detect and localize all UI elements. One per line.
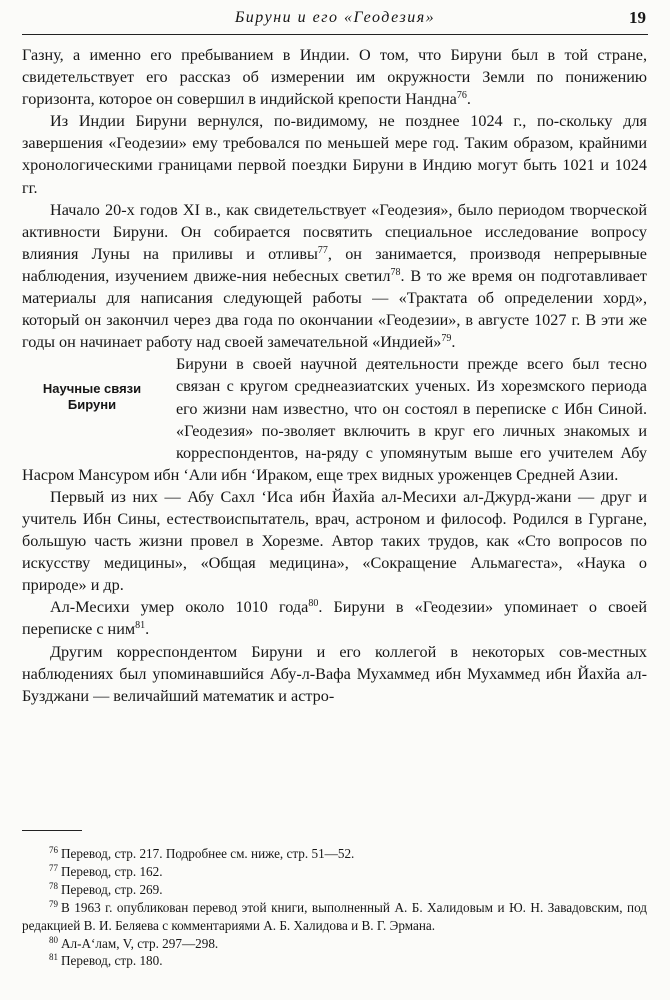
footnote-number: 79 <box>49 898 58 909</box>
footnote <box>22 881 647 899</box>
footnote-text: Перевод, стр. 162. <box>61 863 163 879</box>
text-run: , он занимается, производя непрерывные наблюдения, изучением движе-ния небесных светил <box>22 244 647 285</box>
footnote-text: Перевод, стр. 217. Подробнее см. ниже, стр. 51—52. <box>61 846 355 861</box>
text-run: Из Индии Бируни вернулся, по-видимому, не позднее 1024 г., по-скольку для завершения «Геодезии» ему требовался по меньшей мере год. Таким образом, крайними хронологическими границами первой поездки Бируни в Индию могут быть 1021 и 1024 гг. <box>22 112 647 197</box>
footnote-reference: 76 <box>456 90 467 102</box>
text-run: Другим корреспондентом Бируни и его коллегой в некоторых сов-местных наблюдениях был упоминавшийся Абу-л-Вафа Мухаммед ибн Мухаммед ибн Йахйа ал-Бузджани — величайший математик и астро- <box>22 642 647 705</box>
body-text <box>22 44 647 707</box>
text-run: Первый из них — Абу Сахл ʻИса ибн Йахйа ал-Месихи ал-Джурд-жани — друг и учитель Ибн Сины, естествоиспытатель, врач, астроном и философ. Родился в Гургане, большую часть жизни провел в Хорезме. Автор таких трудов, как «Сто вопросов по искусству медицины», «Общая медицина», «Сокращение Альмагеста», «Наука о природе» и др. <box>22 487 647 595</box>
paragraph <box>22 44 647 110</box>
text-run: Газну, а именно его пребыванием в Индии. О том, что Бируни был в той стране, свидетельствует его рассказ об измерении им окружности Земли по понижению горизонта, которое он совершил в индийской крепости Нандна <box>22 46 647 109</box>
paragraph <box>22 486 647 596</box>
footnote <box>22 935 647 953</box>
running-head <box>22 8 648 35</box>
text-run: Начало 20-х годов XI в., как свидетельствует «Геодезия», было периодом творческой активности Бируни. Он собирается посвятить специальное исследование вопросу влияния Луны на приливы и отливы <box>22 200 647 263</box>
paragraph <box>22 110 647 198</box>
text-run: Ал-Месихи умер около 1010 года <box>50 598 309 617</box>
margin-heading-line: Бируни <box>67 397 117 413</box>
text-run: . В то же время он подготавливает материалы для написания следующей работы — «Трактата об определении хорд», который он закончил через два года по окончании «Геодезии», в августе 1027 г. В эти же годы он начинает работу над своей замечательной «Индией» <box>22 266 648 352</box>
footnote <box>22 952 647 970</box>
footnote-reference: 77 <box>317 244 328 256</box>
footnote-rule <box>22 830 82 831</box>
text-run: . <box>145 620 150 639</box>
footnote-text: Перевод, стр. 269. <box>61 881 163 897</box>
footnote-number: 76 <box>49 845 58 855</box>
footnote <box>22 863 647 881</box>
text-run: Бируни в своей научной деятельности прежде всего был тесно связан с кругом среднеазиатских ученых. Из хорезмского периода его жизни нам известно, что он состоял в переписке с Ибн Синой. «Геодезия» по-зволяет включить в круг его личных знакомых и корреспондентов, на-ряду с упомянутым выше его учителем Абу Насром Мансуром ибн ʻАли ибн ʻИраком, еще трех видных уроженцев Средней Азии. <box>22 355 647 484</box>
running-title: Бируни и его «Геодезия» <box>234 9 436 26</box>
footnote-number: 77 <box>49 862 58 873</box>
footnote-number: 80 <box>49 934 58 945</box>
footnote-reference: 81 <box>135 620 146 632</box>
footnote-text: Перевод, стр. 180. <box>61 953 163 969</box>
text-run: . Бируни в «Геодезии» упоминает о своей переписке с ним <box>22 598 648 639</box>
footnote <box>22 845 647 863</box>
footnote-reference: 79 <box>441 333 452 345</box>
footnote-text: В 1963 г. опубликован перевод этой книги, выполненный А. Б. Халидовым и Ю. Н. Завадовским, под редакцией В. И. Беляева с комментариями А. Б. Халидова и В. Г. Эрмана. <box>22 899 647 933</box>
paragraph <box>22 596 647 640</box>
paragraph <box>22 641 647 707</box>
page-number: 19 <box>629 8 646 27</box>
footnote-reference: 80 <box>308 598 319 610</box>
footnote-reference: 78 <box>390 266 401 278</box>
footnote-number: 81 <box>49 952 58 963</box>
footnote-number: 78 <box>49 880 58 891</box>
footnote-text: Ал-Аʻлам, V, стр. 297—298. <box>61 935 219 951</box>
paragraph <box>22 353 647 486</box>
text-run: . <box>466 90 471 109</box>
margin-heading-line: Научные связи <box>42 381 142 397</box>
text-run: . <box>451 333 456 352</box>
margin-heading <box>22 381 162 413</box>
paragraph <box>22 199 647 354</box>
footnote <box>22 899 647 935</box>
footnotes <box>22 845 647 970</box>
